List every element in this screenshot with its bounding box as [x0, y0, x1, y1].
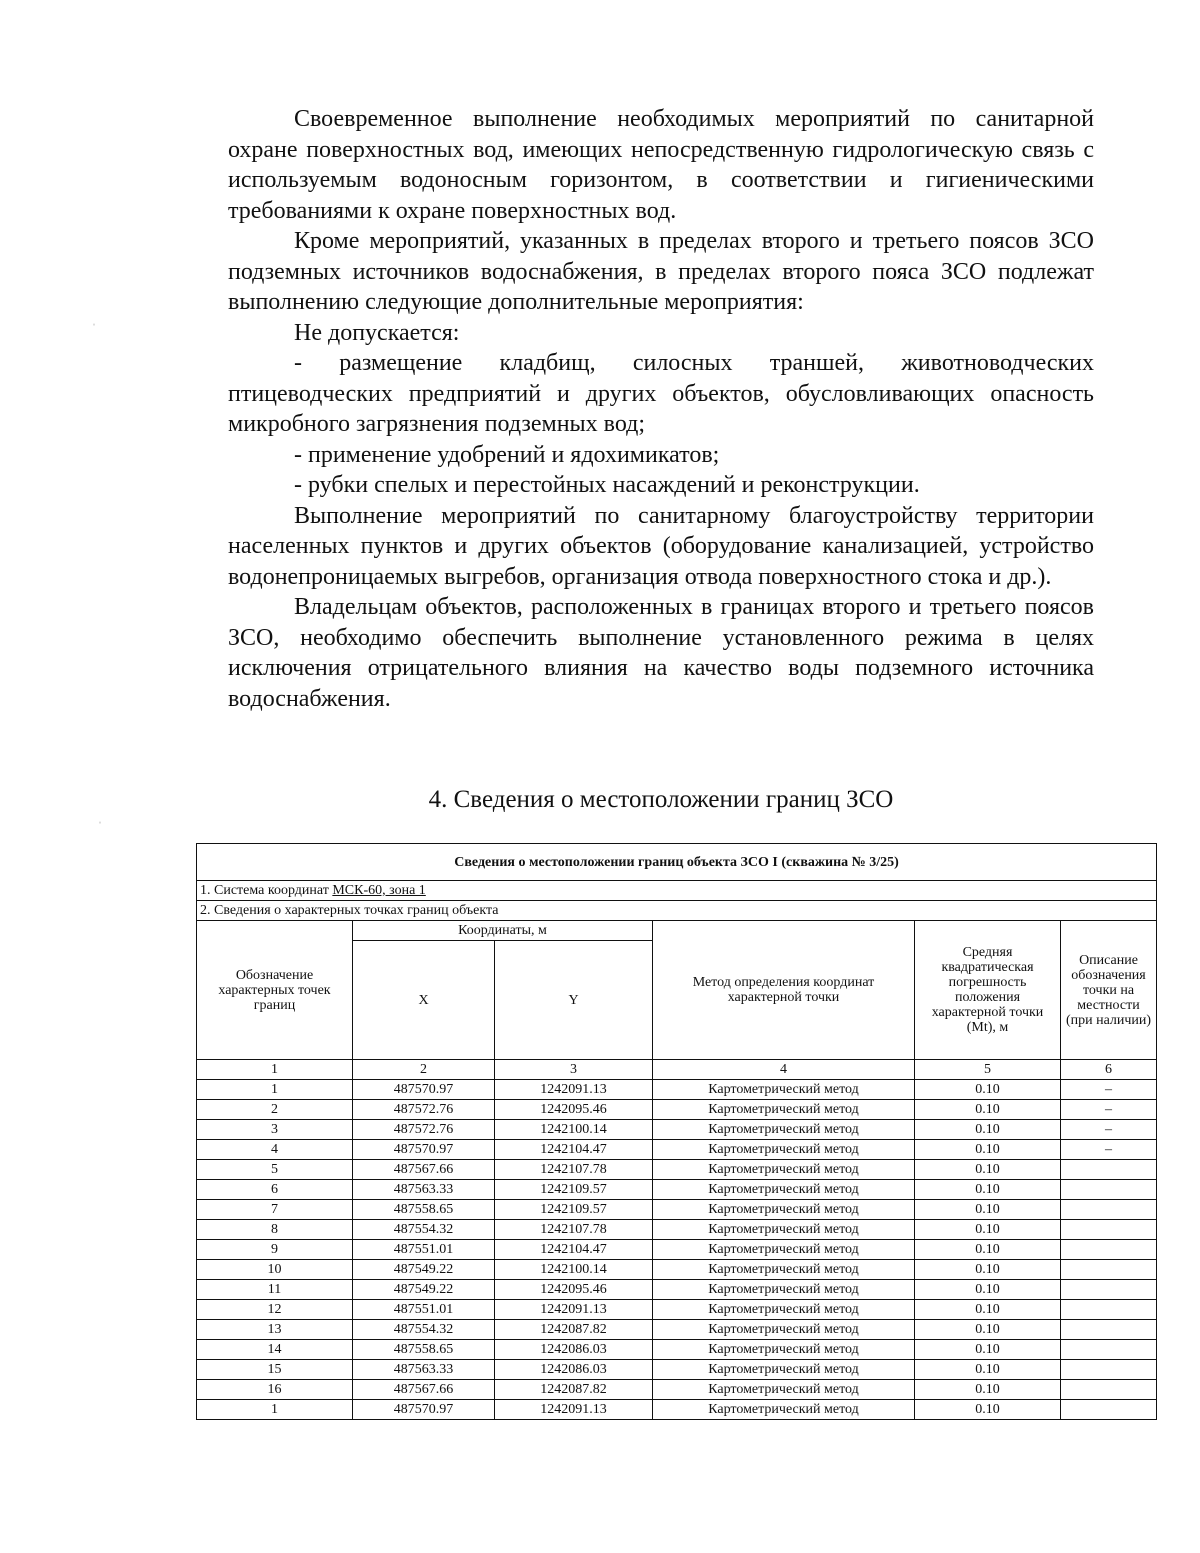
x-cell: 487572.76 — [353, 1100, 495, 1120]
error-cell: 0.10 — [915, 1240, 1061, 1260]
description-cell: – — [1061, 1100, 1157, 1120]
y-cell: 1242104.47 — [495, 1240, 653, 1260]
y-cell: 1242091.13 — [495, 1080, 653, 1100]
x-cell: 487570.97 — [353, 1140, 495, 1160]
table-row — [197, 1240, 1157, 1260]
description-cell — [1061, 1200, 1157, 1220]
description-cell — [1061, 1160, 1157, 1180]
description-cell — [1061, 1260, 1157, 1280]
paragraph: Выполнение мероприятий по санитарному благоустройству территории населенных пунктов и других объектов (оборудование канализацией, устройство водонепроницаемых выгребов, организация отвода поверхностного стока и др.). — [228, 502, 1094, 590]
section-title: 4. Сведения о местоположении границ ЗСО — [428, 786, 894, 813]
point-number-cell: 14 — [197, 1340, 353, 1360]
y-cell: 1242095.46 — [495, 1280, 653, 1300]
column-number-row — [197, 1060, 1157, 1080]
table-row — [197, 1300, 1157, 1320]
description-cell — [1061, 1220, 1157, 1240]
table-row — [197, 1400, 1157, 1420]
description-cell — [1061, 1380, 1157, 1400]
error-cell: 0.10 — [915, 1340, 1061, 1360]
error-cell: 0.10 — [915, 1120, 1061, 1140]
table-row — [197, 1160, 1157, 1180]
paragraph: Своевременное выполнение необходимых мероприятий по санитарной охране поверхностных вод, имеющих непосредственную гидрологическую связь с используемым водоносным горизонтом, в соответствии и гигиеническими требованиями к охране поверхностных вод. — [228, 106, 1094, 224]
table-row — [197, 1360, 1157, 1380]
x-cell: 487549.22 — [353, 1260, 495, 1280]
error-cell: 0.10 — [915, 1300, 1061, 1320]
table-row — [197, 1080, 1157, 1100]
method-cell: Картометрический метод — [653, 1120, 915, 1140]
point-number-cell: 5 — [197, 1160, 353, 1180]
method-cell: Картометрический метод — [653, 1320, 915, 1340]
coordinates-table-wrapper — [196, 843, 1152, 1443]
method-cell: Картометрический метод — [653, 1360, 915, 1380]
y-cell: 1242087.82 — [495, 1320, 653, 1340]
table-row — [197, 1280, 1157, 1300]
error-cell: 0.10 — [915, 1180, 1061, 1200]
error-cell: 0.10 — [915, 1380, 1061, 1400]
y-cell: 1242091.13 — [495, 1300, 653, 1320]
method-cell: Картометрический метод — [653, 1240, 915, 1260]
method-cell: Картометрический метод — [653, 1140, 915, 1160]
x-cell: 487563.33 — [353, 1180, 495, 1200]
y-cell: 1242107.78 — [495, 1160, 653, 1180]
x-cell: 487554.32 — [353, 1220, 495, 1240]
error-cell: 0.10 — [915, 1200, 1061, 1220]
scan-mark: ˌ — [98, 810, 102, 824]
x-cell: 487567.66 — [353, 1380, 495, 1400]
paragraph: Владельцам объектов, расположенных в границах второго и третьего поясов ЗСО, необходимо обеспечить выполнение установленного режима в целях исключения отрицательного влияния на качество воды подземного источника водоснабжения. — [228, 594, 1094, 712]
error-cell: 0.10 — [915, 1360, 1061, 1380]
table-row — [197, 1180, 1157, 1200]
point-number-cell: 1 — [197, 1400, 353, 1420]
table-row — [197, 1100, 1157, 1120]
method-cell: Картометрический метод — [653, 1380, 915, 1400]
description-cell — [1061, 1280, 1157, 1300]
y-cell: 1242109.57 — [495, 1200, 653, 1220]
method-cell: Картометрический метод — [653, 1340, 915, 1360]
list-item: - применение удобрений и ядохимикатов; — [294, 441, 720, 468]
list-item: - размещение кладбищ, силосных траншей, животноводческих птицеводческих предприятий и других объектов, обусловливающих опасность микробного загрязнения подземных вод; — [228, 350, 1094, 437]
error-cell: 0.10 — [915, 1220, 1061, 1240]
column-number: 5 — [915, 1060, 1061, 1080]
point-number-cell: 7 — [197, 1200, 353, 1220]
point-number-cell: 11 — [197, 1280, 353, 1300]
point-number-cell: 6 — [197, 1180, 353, 1200]
description-cell — [1061, 1300, 1157, 1320]
method-cell: Картометрический метод — [653, 1260, 915, 1280]
method-cell: Картометрический метод — [653, 1400, 915, 1420]
method-cell: Картометрический метод — [653, 1300, 915, 1320]
description-cell: – — [1061, 1120, 1157, 1140]
body-text — [228, 104, 1094, 714]
table-row — [197, 1200, 1157, 1220]
col-header-point: Обозначение характерных точек границ — [197, 921, 353, 1060]
col-header-desc: Описание обозначения точки на местности (при наличии) — [1061, 921, 1157, 1060]
table-row — [197, 1120, 1157, 1140]
method-cell: Картометрический метод — [653, 1280, 915, 1300]
method-cell: Картометрический метод — [653, 1160, 915, 1180]
description-cell — [1061, 1400, 1157, 1420]
x-cell: 487558.65 — [353, 1340, 495, 1360]
table-row — [197, 1260, 1157, 1280]
y-cell: 1242095.46 — [495, 1100, 653, 1120]
method-cell: Картометрический метод — [653, 1080, 915, 1100]
col-header-y: Y — [495, 941, 653, 1060]
col-header-coords: Координаты, м — [353, 921, 653, 941]
col-header-error: Средняя квадратическая погрешность положения характерной точки (Mt), м — [915, 921, 1061, 1060]
points-header: 2. Сведения о характерных точках границ объекта — [197, 901, 1157, 921]
column-number: 3 — [495, 1060, 653, 1080]
x-cell: 487563.33 — [353, 1360, 495, 1380]
table-row — [197, 1320, 1157, 1340]
table-row — [197, 1140, 1157, 1160]
x-cell: 487551.01 — [353, 1240, 495, 1260]
table-title: Сведения о местоположении границ объекта ЗСО I (скважина № 3/25) — [197, 844, 1157, 881]
y-cell: 1242109.57 — [495, 1180, 653, 1200]
coord-system-label: 1. Система координат — [200, 883, 333, 898]
error-cell: 0.10 — [915, 1260, 1061, 1280]
method-cell: Картометрический метод — [653, 1180, 915, 1200]
table-row — [197, 1340, 1157, 1360]
method-cell: Картометрический метод — [653, 1100, 915, 1120]
x-cell: 487572.76 — [353, 1120, 495, 1140]
y-cell: 1242107.78 — [495, 1220, 653, 1240]
description-cell — [1061, 1320, 1157, 1340]
y-cell: 1242086.03 — [495, 1360, 653, 1380]
column-number: 4 — [653, 1060, 915, 1080]
paragraph: Не допускается: — [294, 319, 460, 346]
point-number-cell: 10 — [197, 1260, 353, 1280]
point-number-cell: 1 — [197, 1080, 353, 1100]
y-cell: 1242086.03 — [495, 1340, 653, 1360]
y-cell: 1242104.47 — [495, 1140, 653, 1160]
error-cell: 0.10 — [915, 1100, 1061, 1120]
col-header-x: X — [353, 941, 495, 1060]
x-cell: 487570.97 — [353, 1400, 495, 1420]
x-cell: 487570.97 — [353, 1080, 495, 1100]
col-header-method: Метод определения координат характерной точки — [653, 921, 915, 1060]
point-number-cell: 3 — [197, 1120, 353, 1140]
point-number-cell: 4 — [197, 1140, 353, 1160]
x-cell: 487549.22 — [353, 1280, 495, 1300]
description-cell — [1061, 1240, 1157, 1260]
y-cell: 1242091.13 — [495, 1400, 653, 1420]
description-cell — [1061, 1340, 1157, 1360]
point-number-cell: 2 — [197, 1100, 353, 1120]
point-number-cell: 16 — [197, 1380, 353, 1400]
point-number-cell: 15 — [197, 1360, 353, 1380]
point-number-cell: 13 — [197, 1320, 353, 1340]
x-cell: 487551.01 — [353, 1300, 495, 1320]
paragraph: Кроме мероприятий, указанных в пределах второго и третьего поясов ЗСО подземных источников водоснабжения, в пределах второго пояса ЗСО подлежат выполнению следующие дополнительные мероприятия: — [228, 228, 1094, 315]
column-number: 6 — [1061, 1060, 1157, 1080]
x-cell: 487554.32 — [353, 1320, 495, 1340]
point-number-cell: 8 — [197, 1220, 353, 1240]
table-row — [197, 1380, 1157, 1400]
method-cell: Картометрический метод — [653, 1220, 915, 1240]
description-cell: – — [1061, 1080, 1157, 1100]
scan-mark: ˌ — [92, 312, 96, 326]
list-item: - рубки спелых и перестойных насаждений и реконструкции. — [294, 472, 920, 498]
coord-system-row — [197, 881, 1157, 901]
y-cell: 1242100.14 — [495, 1260, 653, 1280]
description-cell: – — [1061, 1140, 1157, 1160]
error-cell: 0.10 — [915, 1280, 1061, 1300]
column-number: 2 — [353, 1060, 495, 1080]
method-cell: Картометрический метод — [653, 1200, 915, 1220]
x-cell: 487558.65 — [353, 1200, 495, 1220]
x-cell: 487567.66 — [353, 1160, 495, 1180]
error-cell: 0.10 — [915, 1140, 1061, 1160]
column-number: 1 — [197, 1060, 353, 1080]
y-cell: 1242100.14 — [495, 1120, 653, 1140]
description-cell — [1061, 1360, 1157, 1380]
table-row — [197, 1220, 1157, 1240]
error-cell: 0.10 — [915, 1160, 1061, 1180]
error-cell: 0.10 — [915, 1320, 1061, 1340]
coordinates-table — [196, 843, 1157, 1420]
point-number-cell: 9 — [197, 1240, 353, 1260]
description-cell — [1061, 1180, 1157, 1200]
point-number-cell: 12 — [197, 1300, 353, 1320]
error-cell: 0.10 — [915, 1080, 1061, 1100]
error-cell: 0.10 — [915, 1400, 1061, 1420]
y-cell: 1242087.82 — [495, 1380, 653, 1400]
coord-system-value: МСК-60, зона 1 — [332, 883, 426, 898]
